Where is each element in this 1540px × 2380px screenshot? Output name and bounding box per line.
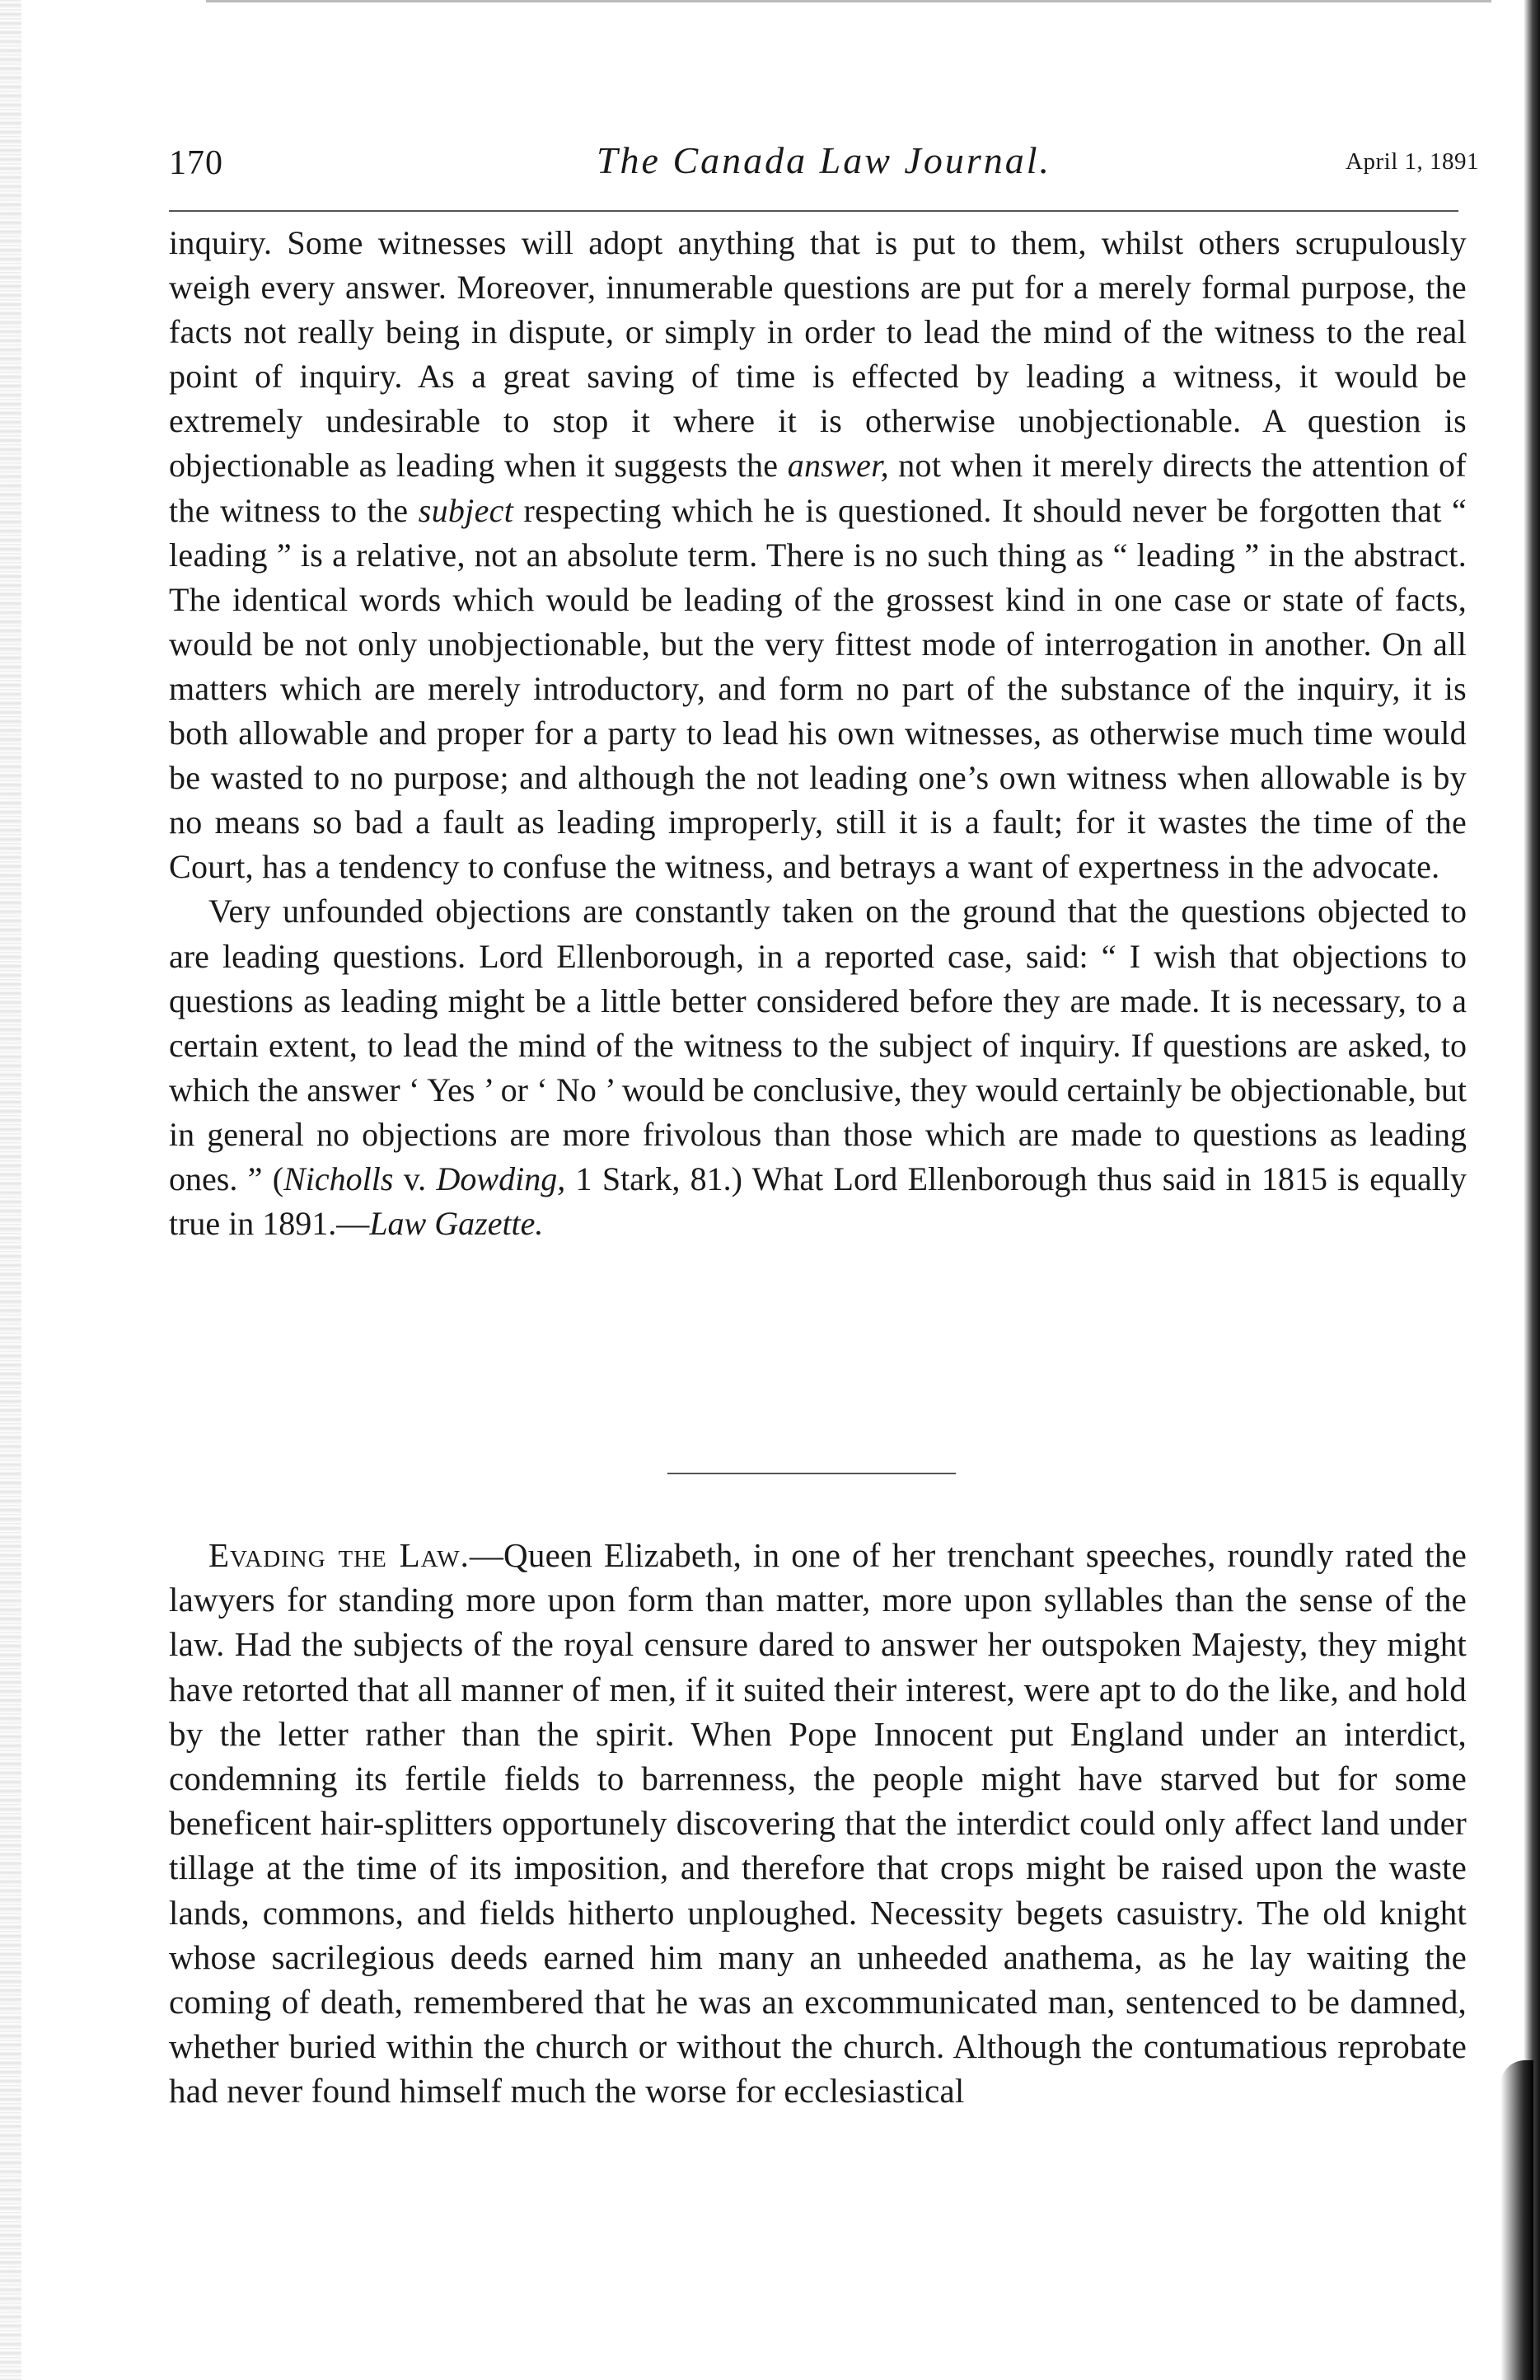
paragraph-3-text: —Queen Elizabeth, in one of her trenchant speeches, roundly rated the lawyers for standing more upon form than matter, more upon syllables than the sense of the law. Had the subjects of the royal censure dared to answer her outspoken Majesty, they might have retorted that all manner of men, if it suited their interest, were apt to do the like, and hold by the letter rather than the spirit. When Pope Innocent put England under an interdict, condemning its fertile fields to barrenness, the people might have starved but for some beneficent hair-splitters opportunely discovering that the interdict could only affect land under tillage at the time of its imposition, and therefore that crops might be raised upon the waste lands, commons, and fields hitherto unploughed. Necessity begets casuistry. The old knight whose sacrilegious deeds earned him many an unheeded anathema, as he lay waiting the coming of death, remembered that he was an excommunicated man, sentenced to be damned, whether buried within the church or without the church. Although the contumatious reprobate had never found himself much the worse for ecclesiastical — [169, 1536, 1467, 2111]
emphasis-subject: subject — [418, 491, 514, 529]
paragraph-2 — [169, 889, 1467, 1246]
case-versus: v. — [403, 1160, 427, 1197]
section-divider — [667, 1473, 956, 1474]
paragraph-1-text-b: not when it merely directs the attention of the witness to the — [169, 447, 1467, 529]
paragraph-1-text: inquiry. Some witnesses will adopt anything that is put to them, whilst others scrupulously weigh every answer. Moreover, innumerable questions are put for a merely formal purpose, the facts not really being in dispute, or simply in order to lead the mind of the witness to the real point of inquiry. As a great saving of time is effected by leading a witness, it would be extremely undesirable to stop it where it is otherwise unobjectionable. A question is objectionable as leading when it suggests the — [169, 224, 1467, 485]
paragraph-2-text: Very unfounded objections are constantly taken on the ground that the questions objected to are leading questions. Lord Ellenborough, in a reported case, said: “ I wish that objections to questions as leading might be a little better considered before they are made. It is necessary, to a certain extent, to lead the mind of the witness to the subject of inquiry. If questions are asked, to which the answer ‘ Yes ’ or ‘ No ’ would be conclusive, they would certainly be objectionable, but in general no objections are more frivolous than those which are made to questions as leading ones. ” ( — [169, 892, 1467, 1197]
article-evading-the-law — [169, 1533, 1467, 2114]
running-title: The Canada Law Journal. — [596, 139, 1052, 181]
paragraph-1 — [169, 221, 1467, 889]
case-citation: 1 Stark, 81.) What Lord Ellenborough thus said in 1815 is equally true in 1891.— — [169, 1160, 1467, 1243]
scan-right-edge — [1524, 0, 1540, 2380]
paragraph-1-text-c: respecting which he is questioned. It should never be forgotten that “ leading ” is a relative, not an absolute term. There is no such thing as “ leading ” in the abstract. The identical words which would be leading of the grossest kind in one case or state of facts, would be not only unobjectionable, but the very fittest mode of interrogation in another. On all matters which are merely introductory, and form no part of the substance of the inquiry, it is both allowable and proper for a party to lead his own witnesses, as otherwise much time would be wasted to no purpose; and although the not leading one’s own witness when allowable is by no means so bad a fault as leading improperly, still it is a fault; for it wastes the time of the Court, has a tendency to confuse the witness, and betrays a want of expertness in the advocate. — [169, 491, 1467, 886]
emphasis-answer: answer, — [787, 447, 889, 485]
header-rule — [169, 210, 1458, 212]
paragraph-3 — [169, 1533, 1467, 2114]
article-heading: Evading the Law. — [208, 1536, 470, 1574]
source-attribution: Law Gazette. — [369, 1205, 544, 1243]
scan-page-curl — [1500, 2060, 1533, 2380]
article-leading-questions — [169, 221, 1467, 1246]
case-name-plaintiff: Nicholls — [283, 1160, 394, 1197]
scan-top-edge — [206, 0, 1491, 2]
scan-left-edge — [0, 0, 21, 2380]
issue-date: April 1, 1891 — [1346, 148, 1479, 175]
page-number: 170 — [169, 144, 223, 182]
running-header — [169, 138, 1479, 196]
case-name-defendant: Dowding, — [436, 1160, 566, 1197]
